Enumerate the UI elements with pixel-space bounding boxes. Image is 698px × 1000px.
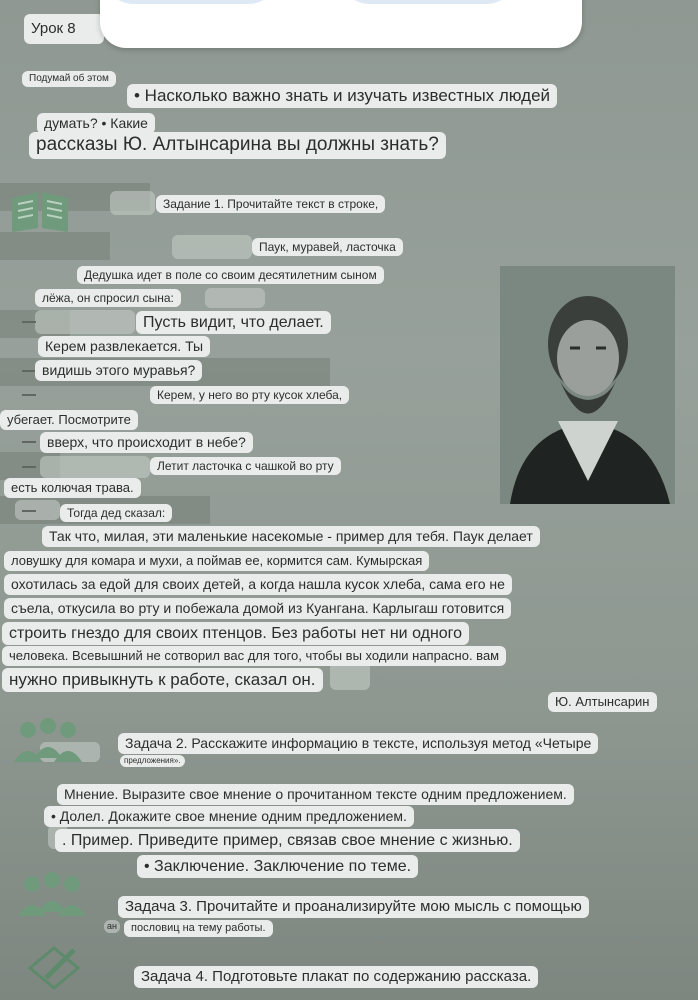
task2-subtitle: предложения». [120, 755, 185, 767]
task1-title: Задание 1. Прочитайте текст в строке, [156, 195, 385, 213]
lesson-label: Урок 8 [24, 14, 104, 44]
book-icon [8, 184, 72, 236]
question-line: рассказы Ю. Алтынсарина вы должны знать? [29, 132, 446, 159]
task1-characters: Паук, муравей, ласточка [252, 238, 403, 256]
task2-item: • Заключение. Заключение по теме. [137, 855, 418, 878]
story-line: Пусть видит, что делает. [136, 311, 331, 334]
story-line: Дедушка идет в поле со своим десятилетним сыном [77, 266, 384, 284]
story-line: Летит ласточка с чашкой во рту [150, 457, 341, 475]
think-label: Подумай об этом [22, 71, 116, 87]
story-line: строить гнездо для своих птенцов. Без работы нет ни одного [2, 622, 469, 645]
target-language-button[interactable] [338, 0, 518, 4]
ghost-box [205, 288, 265, 308]
list-dash [22, 510, 36, 512]
task2-title: Задача 2. Расскажите информацию в тексте, используя метод «Четыре [118, 733, 598, 754]
ghost-box [330, 662, 370, 690]
story-line: видишь этого муравья? [35, 360, 202, 381]
list-dash [22, 394, 36, 396]
task3-prefix: ан [104, 920, 120, 933]
group-icon [8, 716, 88, 770]
story-line: вверх, что происходит в небе? [40, 432, 253, 453]
ghost-box [110, 191, 155, 215]
story-line: лёжа, он спросил сына: [35, 289, 181, 307]
ghost-box [40, 456, 150, 478]
pen-paper-icon [24, 938, 86, 996]
task2-item: • Долел. Докажите свое мнение одним предложением. [44, 806, 414, 827]
story-line: нужно привыкнуть к работе, сказал он. [2, 668, 323, 692]
story-line: съела, откусила во рту и побежала домой из Куангана. Карлыгаш готовится [4, 598, 511, 619]
task2-item: . Пример. Приведите пример, связав свое мнение с жизнью. [55, 829, 520, 852]
source-language-button[interactable] [102, 0, 280, 4]
list-dash [22, 370, 36, 372]
task3-subtitle: пословиц на тему работы. [124, 920, 273, 937]
story-line: ловушку для комара и мухи, а поймав ее, кормится сам. Кумырская [4, 551, 429, 571]
list-dash [22, 466, 36, 468]
group-icon [12, 870, 92, 924]
ghost-box [35, 310, 135, 334]
portrait-drawing [500, 266, 675, 504]
task2-item: Мнение. Выразите свое мнение о прочитанном тексте одним предложением. [57, 784, 574, 805]
ghost-box [172, 235, 252, 259]
task4-title: Задача 4. Подготовьте плакат по содержанию рассказа. [134, 966, 538, 988]
list-dash [22, 441, 36, 443]
story-line: человека. Всевышний не сотворил вас для того, чтобы вы ходили напрасно. вам [2, 646, 506, 666]
story-line: охотилась за едой для своих детей, а когда нашла кусок хлеба, сама его не [4, 574, 512, 595]
story-line: убегает. Посмотрите [0, 410, 138, 430]
portrait-image [500, 266, 675, 504]
task3-title: Задача 3. Прочитайте и проанализируйте мою мысль с помощью [118, 896, 589, 918]
list-dash [22, 321, 36, 323]
page-stripe [0, 232, 110, 260]
question-line: • Насколько важно знать и изучать известных людей [127, 84, 557, 108]
story-line: Тогда дед сказал: [60, 504, 172, 522]
story-line: Керем развлекается. Ты [38, 336, 210, 357]
story-line: Керем, у него во рту кусок хлеба, [150, 386, 349, 404]
translation-toolbar [100, 0, 582, 48]
author-signature: Ю. Алтынсарин [548, 692, 657, 712]
story-line: есть колючая трава. [4, 478, 141, 498]
story-line: Так что, милая, эти маленькие насекомые - пример для тебя. Паук делает [42, 526, 540, 547]
question-line: думать? • Какие [37, 113, 155, 134]
